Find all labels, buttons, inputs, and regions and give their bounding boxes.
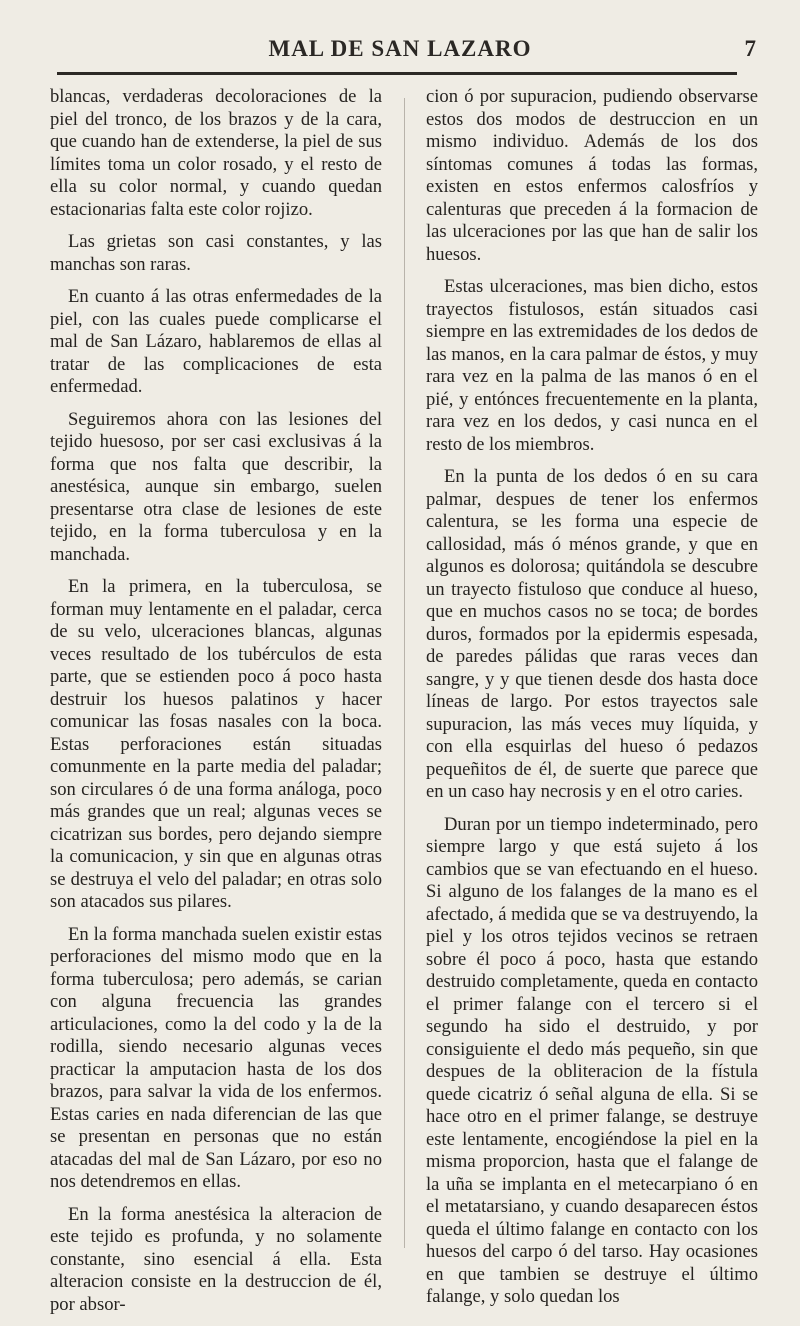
- paragraph: En la punta de los dedos ó en su cara palmar, despues de tener los enfermos calentura, se les forma una especie de callosidad, más ó ménos grande, y que en algunos es dolorosa; quitándola se descubre un trayecto fistuloso que conduce al hueso, que en muchos casos no se toca; de bordes duros, formados por la epidermis espesada, de paredes pálidas que raras veces dan sangre, y y que tienen desde dos hasta doce líneas de largo. Por estos trayectos sale supuracion, las más veces muy líquida, y con ella esquirlas del hueso ó pedazos pequeñitos de él, de suerte que parece que en un caso hay necrosis y en el otro caries.: [426, 466, 758, 802]
- paragraph: En la primera, en la tuberculosa, se forman muy lentamente en el paladar, cerca de su velo, ulceraciones blancas, algunas veces resultado de los tubérculos de esta parte, que se estienden poco á poco hasta destruir los huesos palatinos y hacer comunicar las fosas nasales con la boca. Estas perforaciones están situadas comunmente en la parte media del paladar; son circulares ó de una forma análoga, poco más grandes que un real; algunas veces se cicatrizan sus bordes, pero dejando siempre la comunicacion, y sin que en algunas otras se destruya el velo del paladar; en otras solo son atacados sus pilares.: [50, 576, 382, 912]
- left-column: [50, 86, 382, 1326]
- paragraph: En cuanto á las otras enfermedades de la piel, con las cuales puede complicarse el mal de San Lázaro, hablaremos de ellas al tratar de las complicaciones de esta enfermedad.: [50, 286, 382, 397]
- paragraph: Duran por un tiempo indeterminado, pero siempre largo y que está sujeto á los cambios que se van efectuando en el hueso. Si alguno de los falanges de la mano es el afectado, á medida que se va destruyendo, la piel y los otros tejidos vecinos se retraen sobre él poco á poco, hasta que estando destruido completamente, queda en contacto el primer falange con el tercero si el segundo ha sido el destruido, y por consiguiente el dedo más pequeño, sin que despues de la obliteracion de la fístula quede cicatriz ó señal alguna de ella. Si se hace otro en el primer falange, se destruye este lentamente, encogiéndose la piel en la misma proporcion, hasta que el falange de la uña se implanta en el metecarpiano ó en el metatarsiano, y cuando desaparecen éstos queda el último falange en contacto con los huesos del carpo ó del tarso. Hay ocasiones en que tambien se destruye el último falange, y solo quedan los: [426, 813, 758, 1307]
- paragraph: Seguiremos ahora con las lesiones del tejido huesoso, por ser casi exclusivas á la forma que nos falta que describir, la anestésica, aunque sin embargo, suelen presentarse otra clase de lesiones de este tejido, en la forma tuberculosa y en la manchada.: [50, 408, 382, 565]
- right-column: [426, 86, 758, 1319]
- paragraph: blancas, verdaderas decoloraciones de la piel del tronco, de los brazos y de la cara, que cuando han de extenderse, la piel de sus límites toma un color rosado, y el resto de ella su color normal, y cuando quedan estacionarias falta este color rojizo.: [50, 86, 382, 220]
- paragraph: Las grietas son casi constantes, y las manchas son raras.: [50, 231, 382, 275]
- paragraph: Estas ulceraciones, mas bien dicho, estos trayectos fistulosos, están situados casi siempre en las extremidades de los dedos de las manos, en la cara palmar de éstos, y muy rara vez en la palma de las manos ó en el pié, y entónces frecuentemente en la planta, rara vez en los dedos, y casi nunca en el resto de los miembros.: [426, 276, 758, 455]
- paragraph: En la forma anestésica la alteracion de este tejido es profunda, y no solamente constante, sino esencial á ella. Esta alteracion consiste en la destruccion de él, por absor-: [50, 1203, 382, 1315]
- page-number: 7: [744, 36, 756, 61]
- paragraph: En la forma manchada suelen existir estas perforaciones del mismo modo que en la forma tuberculosa; pero además, se carian con alguna frecuencia las grandes articulaciones, como la del codo y la de la rodilla, siendo necesario algunas veces practicar la amputacion hasta de los dos brazos, para salvar la vida de los enfermos. Estas caries en nada diferencian de las que se presentan en personas que no están atacadas del mal de San Lázaro, por eso no nos detendremos en ellas.: [50, 923, 382, 1192]
- running-head: [0, 36, 800, 66]
- running-title: MAL DE SAN LAZARO: [268, 36, 532, 61]
- paragraph: cion ó por supuracion, pudiendo observarse estos dos modos de destruccion en un mismo individuo. Además de los dos síntomas comunes á todas las formas, existen en estos enfermos calosfríos y calenturas que preceden á la formacion de las ulceraciones por las que han de salir los huesos.: [426, 86, 758, 265]
- column-divider: [404, 98, 405, 1248]
- header-rule: [57, 72, 737, 75]
